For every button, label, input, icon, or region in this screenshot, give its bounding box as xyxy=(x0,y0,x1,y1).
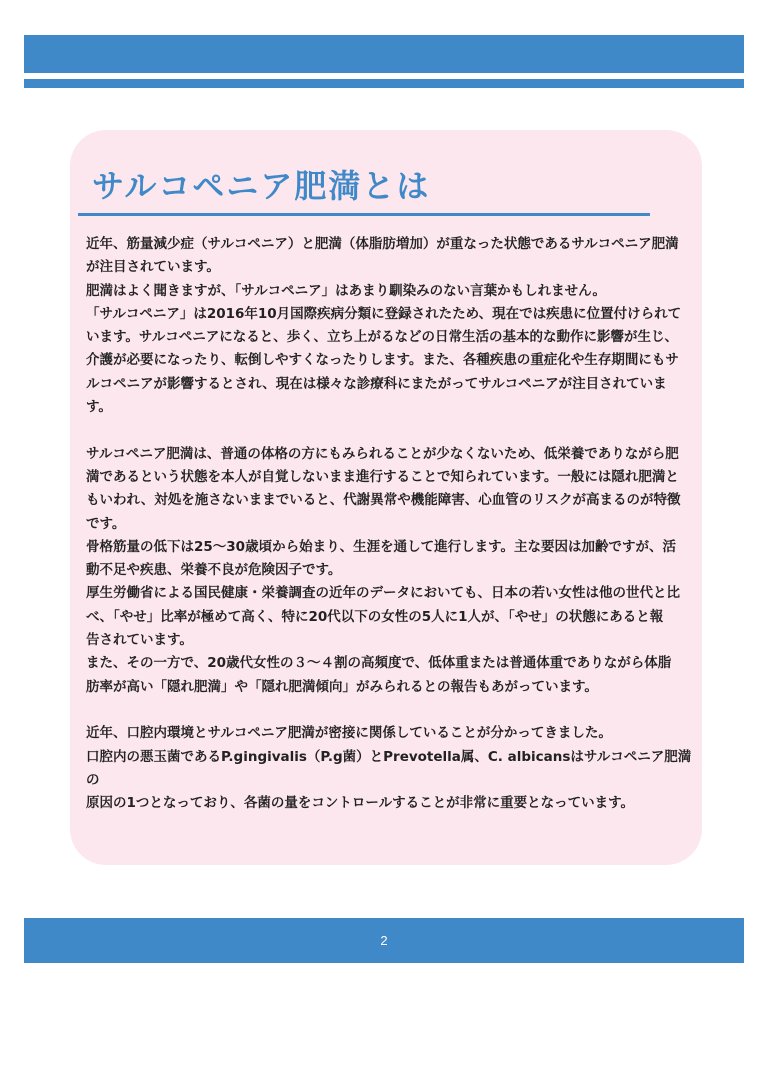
page-title: サルコペニア肥満とは xyxy=(92,167,431,205)
title-underline xyxy=(78,213,650,216)
paragraph-oral-environment: 近年、口腔内環境とサルコペニア肥満が密接に関係していることが分かってきました。 口腔内の悪玉菌であるP.gingivalis（P.g菌）とPrevotella属、C. albicansはサルコペニア肥満の 原因の1つとなっており、各菌の量をコントロールすることが非常に重要となっています。 xyxy=(86,725,692,812)
paragraph-intro: 近年、筋量減少症（サルコペニア）と肥満（体脂肪増加）が重なった状態であるサルコペニア肥満 が注目されています。 肥満はよく聞きますが、「サルコペニア」はあまり馴染みのない言葉かもしれません。 「サルコペニア」は2016年10月国際疾病分類に登録されたため、現在では疾患に位置付けられて います。サルコペニアになると、歩く、立ち上がるなどの日常生活の基本的な動作に影響が生じ、 介護が必要になったり、転倒しやすくなったりします。また、各種疾患の重症化や生存期間にもサ ルコペニアが影響するとされ、現在は様々な診療科にまたがってサルコペニアが注目されています。 xyxy=(86,236,682,416)
paragraph-gap xyxy=(86,699,692,722)
body-text xyxy=(86,233,692,815)
paragraph-gap xyxy=(86,419,692,442)
page-number: 2 xyxy=(380,933,388,948)
header-band xyxy=(24,35,744,73)
paragraph-hidden-obesity: サルコペニア肥満は、普通の体格の方にもみられることが少なくないため、低栄養でありながら肥 満であるという状態を本人が自覚しないまま進行することで知られています。一般には隠れ肥満と もいわれ、対処を施さないままでいると、代謝異常や機能障害、心血管のリスクが高まるのが特徴 です。 骨格筋量の低下は25～30歳頃から始まり、生涯を通して進行します。主な要因は加齢ですが、活 動不足や疾患、栄養不良が危険因子です。 厚生労働省による国民健康・栄養調査の近年のデータにおいても、日本の若い女性は他の世代と比 べ、「やせ」比率が極めて高く、特に20代以下の女性の5人に1人が、「やせ」の状態にあると報 告されています。 また、その一方で、20歳代女性の３～４割の高頻度で、低体重または普通体重でありながら体脂 肪率が高い「隠れ肥満」や「隠れ肥満傾向」がみられるとの報告もあがっています。 xyxy=(86,445,681,695)
header-strip xyxy=(24,79,744,88)
footer-band xyxy=(24,918,744,963)
